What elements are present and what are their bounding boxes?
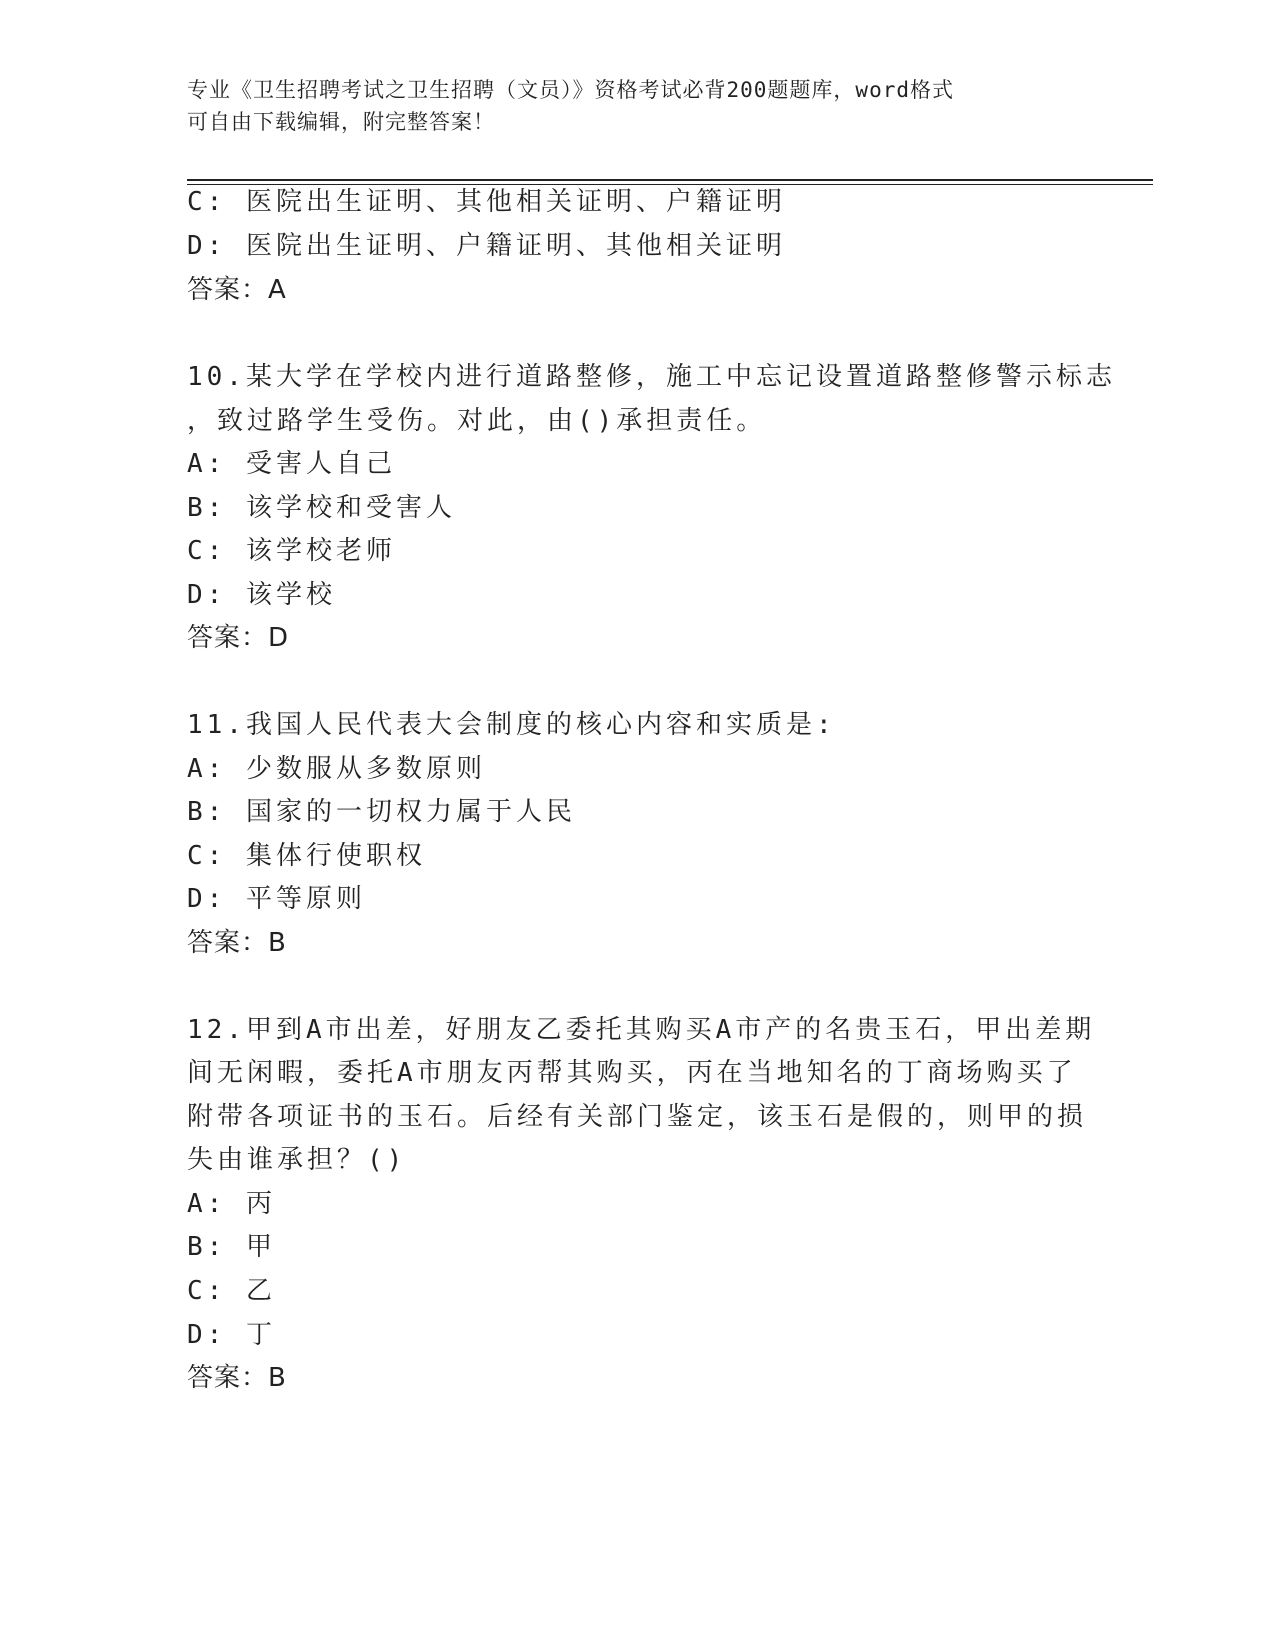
q10-stem-line-1: 10.某大学在学校内进行道路整修，施工中忘记设置道路整修警示标志	[187, 362, 1116, 392]
q11-answer: 答案：B	[187, 928, 287, 958]
q10-option-c: C: 该学校老师	[187, 536, 396, 566]
q12-option-b: B: 甲	[187, 1232, 276, 1262]
q10-stem-line-2: ，致过路学生受伤。对此，由()承担责任。	[187, 406, 767, 436]
q9-answer: 答案：A	[187, 275, 287, 305]
q11-option-d: D: 平等原则	[187, 884, 366, 914]
header-line-2: 可自由下载编辑，附完整答案！	[187, 110, 495, 134]
q11-option-a: A: 少数服从多数原则	[187, 754, 486, 784]
q12-option-a: A: 丙	[187, 1189, 276, 1219]
q12-option-d: D: 丁	[187, 1320, 276, 1350]
q10-option-d: D: 该学校	[187, 580, 336, 610]
q12-stem-line-3: 附带各项证书的玉石。后经有关部门鉴定，该玉石是假的，则甲的损	[187, 1102, 1088, 1132]
q12-stem-line-2: 间无闲暇，委托A市朋友丙帮其购买，丙在当地知名的丁商场购买了	[187, 1058, 1077, 1088]
q9-option-d: D: 医院出生证明、户籍证明、其他相关证明	[187, 231, 786, 261]
q10-option-b: B: 该学校和受害人	[187, 493, 456, 523]
q11-stem-line-1: 11.我国人民代表大会制度的核心内容和实质是:	[187, 710, 836, 740]
q11-option-b: B: 国家的一切权力属于人民	[187, 797, 576, 827]
q12-option-c: C: 乙	[187, 1276, 276, 1306]
header-divider-thick	[187, 179, 1153, 181]
q10-option-a: A: 受害人自己	[187, 449, 396, 479]
q10-answer: 答案：D	[187, 623, 290, 653]
header-line-1: 专业《卫生招聘考试之卫生招聘（文员）》资格考试必背200题题库，word格式	[187, 78, 954, 102]
q12-stem-line-4: 失由谁承担？()	[187, 1145, 407, 1175]
q9-option-c: C: 医院出生证明、其他相关证明、户籍证明	[187, 187, 786, 217]
q11-option-c: C: 集体行使职权	[187, 841, 426, 871]
q12-stem-line-1: 12.甲到A市出差，好朋友乙委托其购买A市产的名贵玉石，甲出差期	[187, 1015, 1096, 1045]
q12-answer: 答案：B	[187, 1363, 287, 1393]
document-header	[187, 74, 1067, 138]
